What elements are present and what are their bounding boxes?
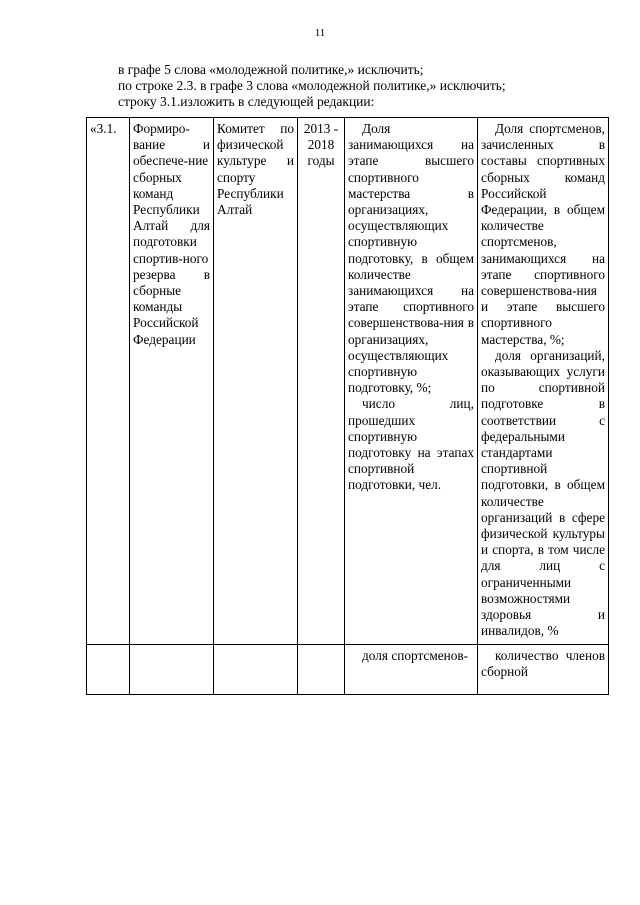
intro-line-2: по строке 2.3. в графе 3 слова «молодежной политике,» исключить; (118, 78, 506, 93)
target-paragraph-2: доля организаций, оказывающих услуги по спортивной подготовке в соответствии с федеральными стандартами спортивной подготовки, в общем количестве организаций в сфере физической культуры и спорта, в том числе для лиц с ограниченными возможностями здоровья и инвалидов, % (481, 347, 605, 639)
amendment-table (86, 117, 609, 695)
intro-line-1: в графе 5 слова «молодежной политике,» исключить; (118, 62, 424, 77)
intro-text (118, 62, 598, 110)
indicator-paragraph-1: Доля занимающихся на этапе высшего спортивного мастерства в организациях, осуществляющих спортивную подготовку, в общем количестве занимающихся на этапе спортивного совершенствова-ния в организациях, осуществляющих спортивную подготовку, %; (348, 121, 474, 396)
target-continued-text: количество членов сборной (481, 647, 605, 679)
target-cell-continued (478, 644, 609, 694)
empty-cell (298, 644, 345, 694)
target-paragraph-1: Доля спортсменов, зачисленных в составы спортивных сборных команд Российской Федерации, в общем количестве спортсменов, занимающихся на этапе спортивного совершенствова-ния и этапе высшего спортивного мастерства, %; (481, 121, 605, 347)
indicator-cell-continued (345, 644, 478, 694)
measure-name: Формиро-вание и обеспече-ние сборных команд Республики Алтай для подготовки спортив-ного резерва в сборные команды Российской Федерации (130, 118, 214, 645)
empty-cell (87, 644, 130, 694)
page-number: 11 (314, 27, 326, 39)
indicator-cell (345, 118, 478, 645)
row-number: «3.1. (87, 118, 130, 645)
table-row (87, 644, 609, 694)
intro-line-3: строку 3.1.изложить в следующей редакции: (118, 94, 375, 109)
target-indicator-cell (478, 118, 609, 645)
empty-cell (214, 644, 298, 694)
executor: Комитет по физической культуре и спорту Республики Алтай (214, 118, 298, 645)
empty-cell (130, 644, 214, 694)
indicator-continued-text: доля спортсменов- (362, 647, 469, 663)
indicator-paragraph-2: число лиц, прошедших спортивную подготовку на этапах спортивной подготовки, чел. (348, 396, 474, 493)
table-row (87, 118, 609, 645)
period: 2013 - 2018 годы (298, 118, 345, 645)
